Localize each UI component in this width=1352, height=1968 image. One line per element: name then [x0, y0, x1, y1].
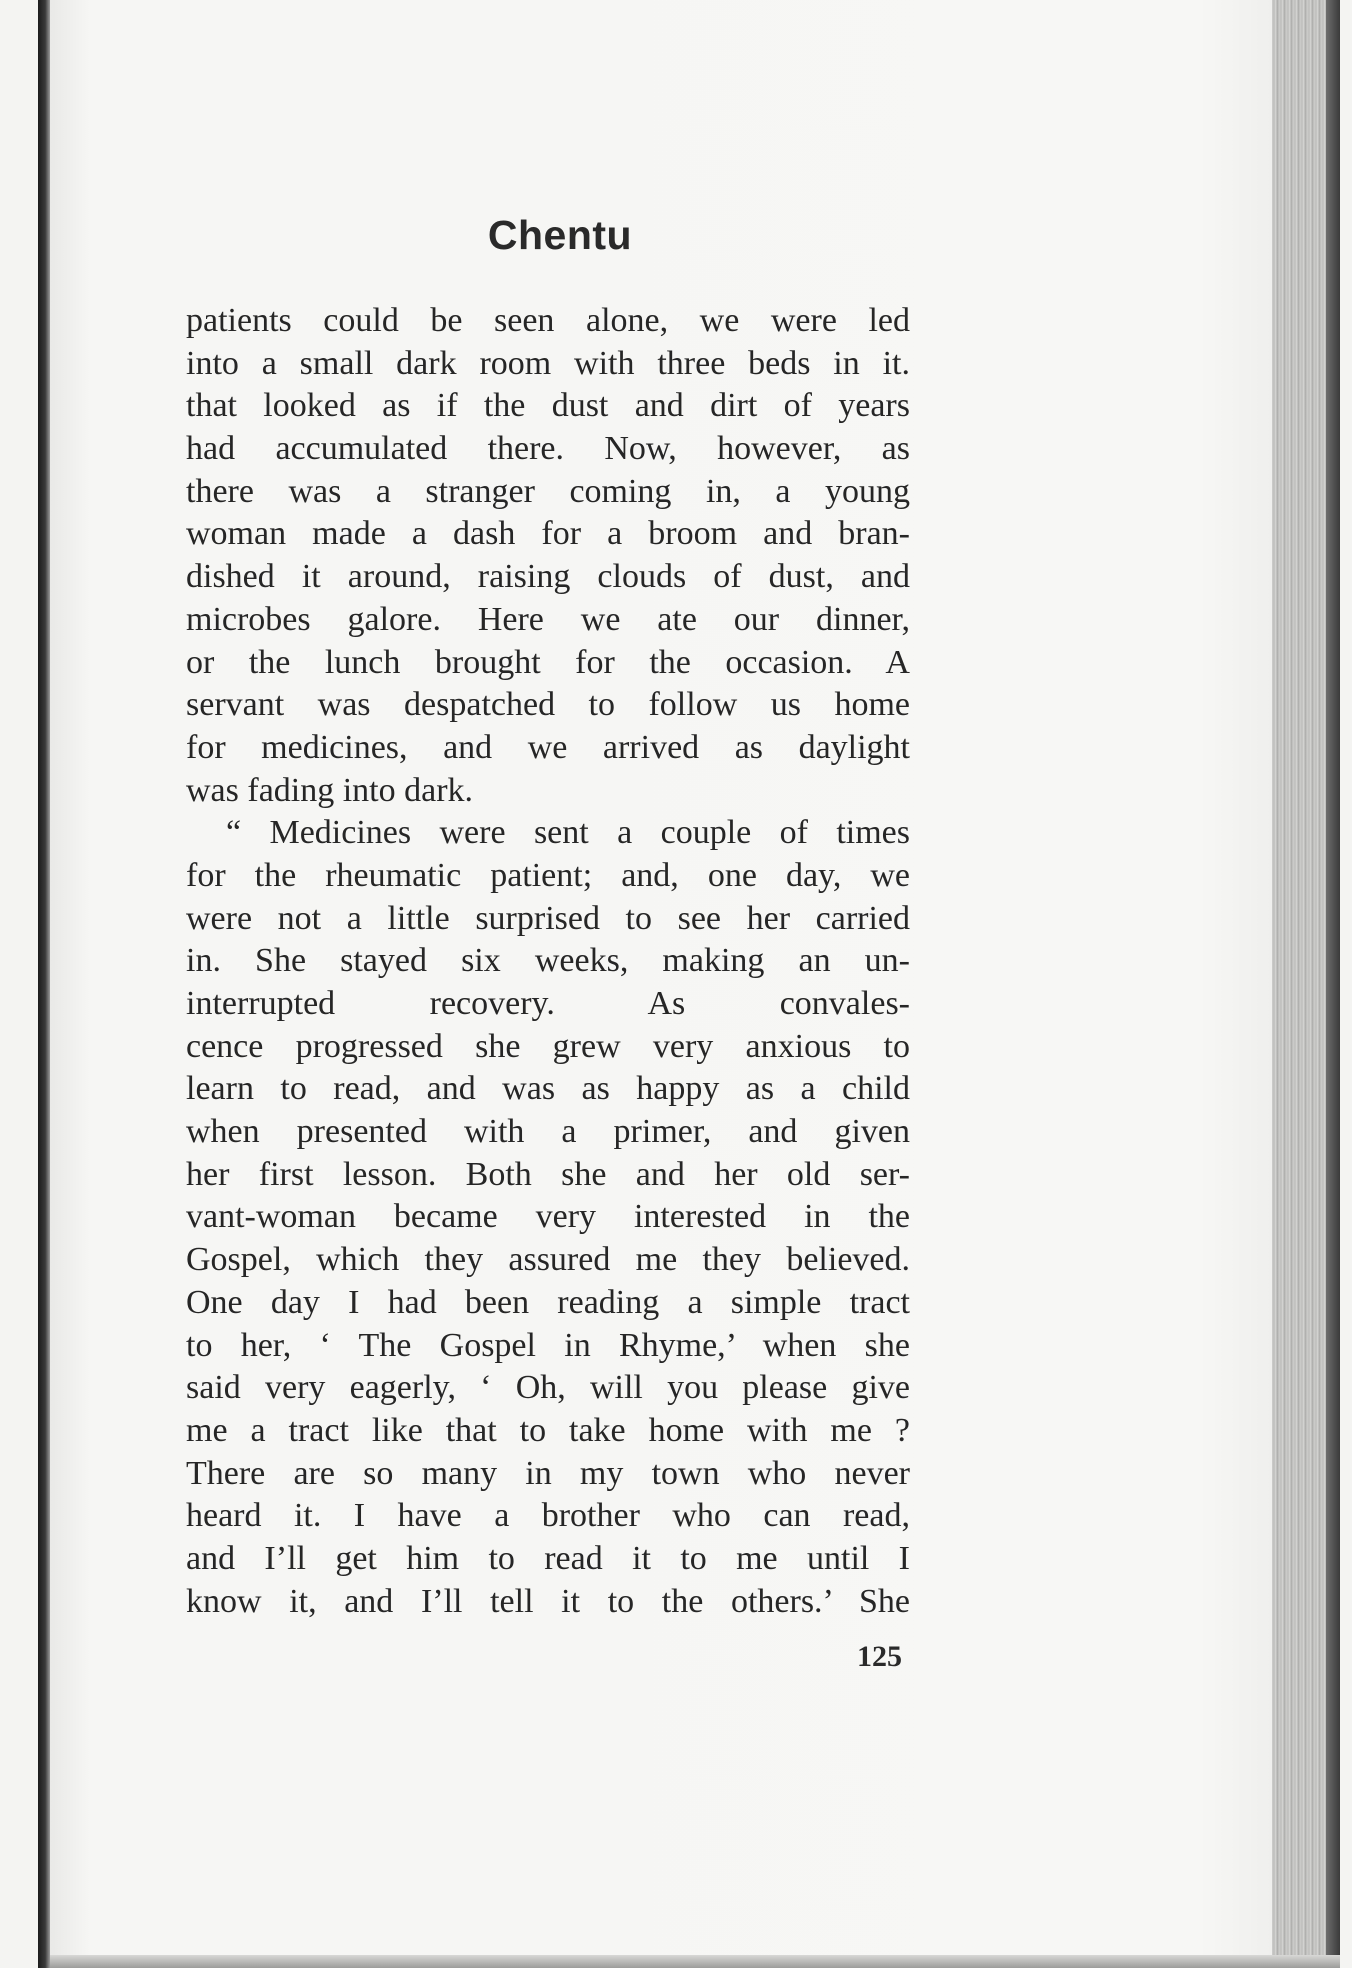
- running-head: Chentu: [487, 212, 633, 258]
- left-margin: [0, 0, 38, 1968]
- text-line: dished it around, raising clouds of dust, and: [186, 558, 910, 596]
- text-line: patients could be seen alone, we were led: [186, 302, 910, 339]
- text-line: woman made a dash for a broom and bran-: [186, 515, 910, 553]
- text-line: for the rheumatic patient; and, one day, we: [186, 856, 910, 894]
- page-body-text: [186, 300, 910, 1623]
- text-line: had accumulated there. Now, however, as: [186, 430, 910, 468]
- text-line: Gospel, which they assured me they believed.: [186, 1241, 910, 1279]
- page-number: 125: [857, 1640, 902, 1673]
- text-line: “ Medicines were sent a couple of times: [226, 814, 910, 852]
- text-line: servant was despatched to follow us home: [186, 686, 910, 724]
- book-spine-edge: [38, 0, 50, 1968]
- page-stack-edge: [1272, 0, 1340, 1968]
- text-line: and I’ll get him to read it to me until I: [186, 1539, 910, 1577]
- text-line: into a small dark room with three beds in it.: [186, 344, 910, 382]
- text-line: microbes galore. Here we ate our dinner,: [186, 600, 910, 638]
- text-line: learn to read, and was as happy as a child: [186, 1070, 910, 1108]
- text-line: was fading into dark.: [186, 771, 474, 809]
- text-line: There are so many in my town who never: [186, 1454, 910, 1492]
- text-line: there was a stranger coming in, a young: [186, 472, 910, 510]
- text-line: or the lunch brought for the occasion. A: [186, 643, 910, 681]
- text-line: know it, and I’ll tell it to the others.’ She: [186, 1582, 910, 1620]
- text-line: when presented with a primer, and given: [186, 1113, 910, 1151]
- text-line: interrupted recovery. As convales-: [186, 985, 910, 1022]
- text-line: One day I had been reading a simple tract: [186, 1283, 910, 1321]
- text-line: me a tract like that to take home with me ?: [186, 1411, 910, 1449]
- right-margin: [1340, 0, 1352, 1968]
- text-line: cence progressed she grew very anxious to: [186, 1027, 910, 1065]
- text-line: heard it. I have a brother who can read,: [186, 1497, 910, 1535]
- text-line: that looked as if the dust and dirt of years: [186, 387, 910, 425]
- text-line: vant-woman became very interested in the: [186, 1198, 910, 1236]
- text-line: said very eagerly, ‘ Oh, will you please give: [186, 1369, 910, 1407]
- text-line: her first lesson. Both she and her old ser-: [186, 1155, 910, 1193]
- text-line: for medicines, and we arrived as daylight: [186, 728, 910, 766]
- text-line: to her, ‘ The Gospel in Rhyme,’ when she: [186, 1326, 910, 1364]
- text-line: were not a little surprised to see her carried: [186, 899, 910, 937]
- text-line: in. She stayed six weeks, making an un-: [186, 942, 910, 980]
- page-bottom-shadow: [50, 1955, 1340, 1968]
